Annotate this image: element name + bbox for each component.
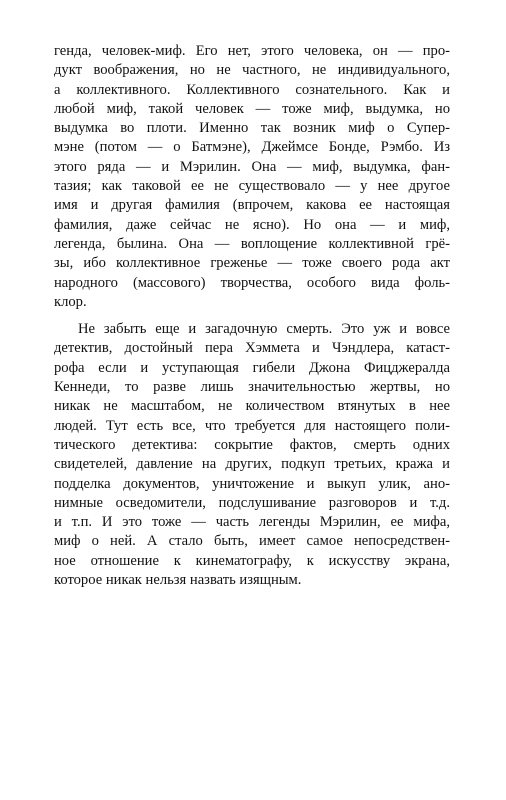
text-line: фамилия, даже сейчас не ясно). Но она — и миф,	[54, 216, 450, 233]
text-line: мэне (потом — о Батмэне), Джеймсе Бонде, Рэмбо. Из	[54, 139, 450, 156]
text-line: людей. Тут есть все, что требуется для настоящего поли-	[54, 417, 450, 434]
text-line: выдумка во плоти. Именно так возник миф о Супер-	[54, 120, 450, 137]
text-line: никак не масштабом, не количеством втянутых в нее	[54, 398, 450, 415]
text-line: Не забыть еще и загадочную смерть. Это уж и вовсе	[78, 321, 450, 338]
text-line: дукт воображения, но не частного, не индивидуального,	[54, 62, 450, 79]
text-line: а коллективного. Коллективного сознательного. Как и	[54, 81, 450, 98]
text-line: подделка документов, уничтожение и выкуп улик, ано-	[54, 475, 450, 492]
text-line: генда, человек-миф. Его нет, этого человека, он — про-	[54, 43, 450, 59]
paragraph-gap	[54, 312, 450, 320]
text-line: свидетелей, давление на других, подкуп третьих, кража и	[54, 456, 450, 473]
text-line: миф о ней. А стало быть, имеет самое непосредствен-	[54, 533, 450, 550]
text-line: народного (массового) творчества, особого вида фоль-	[54, 274, 450, 291]
text-line: ное отношение к кинематографу, к искусству экрана,	[54, 552, 450, 569]
body-text	[54, 42, 450, 590]
text-line: детектив, достойный пера Хэммета и Чэндлера, катаст-	[54, 340, 450, 357]
text-line: этого ряда — и Мэрилин. Она — миф, выдумка, фан-	[54, 158, 450, 175]
text-line: Кеннеди, то разве лишь значительностью жертвы, но	[54, 379, 450, 396]
text-line: нимные осведомители, подслушивание разговоров и т.д.	[54, 494, 450, 511]
text-line: любой миф, такой человек — тоже миф, выдумка, но	[54, 100, 450, 117]
text-line: клор.	[54, 293, 87, 310]
text-line: рофа если и уступающая гибели Джона Фицджералда	[54, 359, 450, 376]
text-line: тазия; как таковой ее не существовало — у нее другое	[54, 178, 450, 195]
text-line: зы, ибо коллективное греженье — тоже своего рода акт	[54, 255, 450, 272]
text-line: легенда, былина. Она — воплощение коллективной грё-	[54, 235, 450, 252]
paragraph	[54, 320, 450, 590]
paragraph	[54, 42, 450, 312]
text-line: и т.п. И это тоже — часть легенды Мэрилин, ее мифа,	[54, 514, 450, 531]
text-line: имя и другая фамилия (впрочем, какова ее настоящая	[54, 197, 450, 214]
text-line: которое никак нельзя назвать изящным.	[54, 572, 302, 589]
text-line: тического детектива: сокрытие фактов, смерть одних	[54, 436, 450, 453]
